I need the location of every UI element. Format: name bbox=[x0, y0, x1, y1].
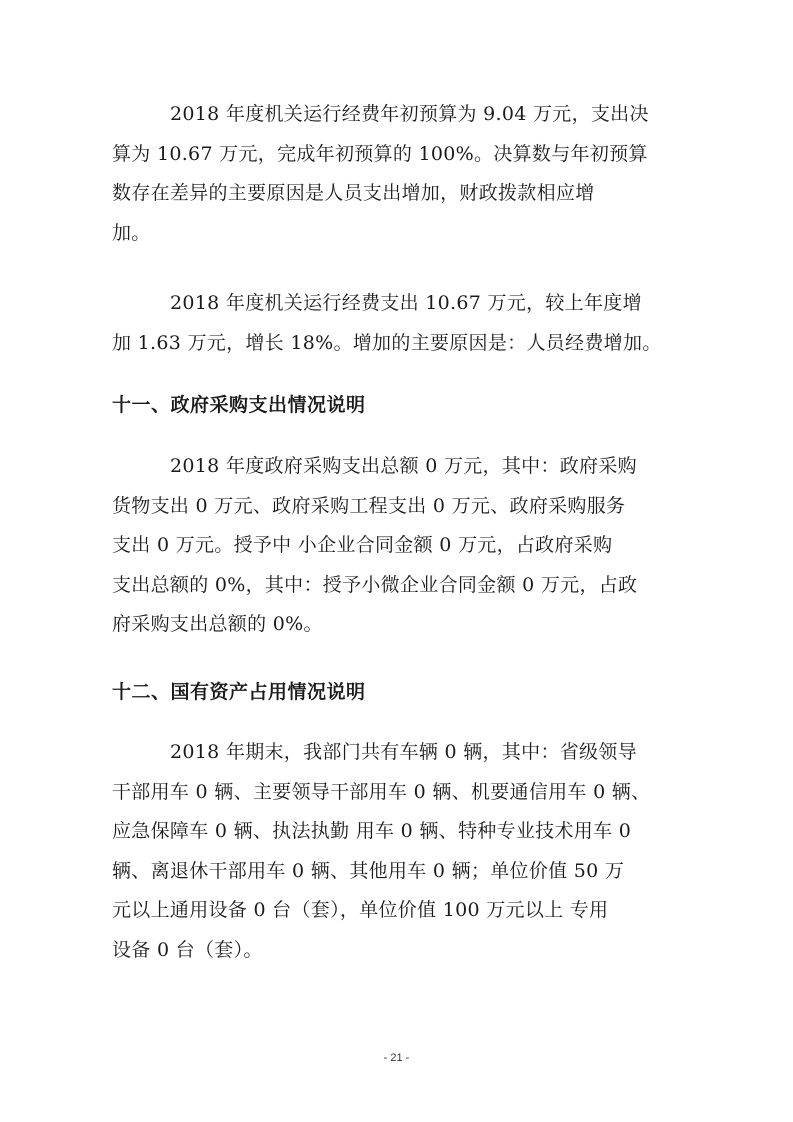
paragraph-line: 支出总额的 0%，其中：授予小微企业合同金额 0 万元，占政 bbox=[112, 573, 638, 596]
section-heading-assets: 十二、国有资产占用情况说明 bbox=[112, 681, 366, 703]
paragraph-line: 设备 0 台（套）。 bbox=[112, 938, 263, 961]
paragraph-line: 应急保障车 0 辆、执法执勤 用车 0 辆、特种专业技术用车 0 bbox=[112, 820, 632, 842]
paragraph-line: 干部用车 0 辆、主要领导干部用车 0 辆、机要通信用车 0 辆、 bbox=[112, 780, 651, 803]
paragraph-line: 府采购支出总额的 0%。 bbox=[112, 613, 323, 635]
paragraph-operating-expense-change bbox=[112, 284, 692, 363]
paragraph-line: 辆、离退休干部用车 0 辆、其他用车 0 辆；单位价值 50 万 bbox=[112, 859, 625, 882]
paragraph-line: 加 1.63 万元，增长 18%。增加的主要原因是：人员经费增加。 bbox=[112, 331, 662, 354]
paragraph-procurement bbox=[112, 447, 692, 645]
paragraph-line: 元以上通用设备 0 台（套），单位价值 100 万元以上 专用 bbox=[112, 899, 609, 921]
paragraph-line: 货物支出 0 万元、政府采购工程支出 0 万元、政府采购服务 bbox=[112, 494, 626, 517]
paragraph-line: 2018 年度机关运行经费支出 10.67 万元，较上年度增 bbox=[170, 292, 642, 314]
paragraph-line: 加。 bbox=[112, 221, 151, 244]
section-heading-procurement: 十一、政府采购支出情况说明 bbox=[112, 394, 366, 416]
paragraph-line: 数存在差异的主要原因是人员支出增加，财政拨款相应增 bbox=[112, 182, 595, 204]
paragraph-operating-budget bbox=[112, 95, 692, 253]
paragraph-assets bbox=[112, 733, 692, 970]
paragraph-line: 支出 0 万元。授予中 小企业合同金额 0 万元，占政府采购 bbox=[112, 534, 613, 556]
paragraph-line: 2018 年度政府采购支出总额 0 万元，其中：政府采购 bbox=[170, 455, 637, 477]
paragraph-line: 算为 10.67 万元，完成年初预算的 100%。决算数与年初预算 bbox=[112, 142, 648, 165]
page-number: - 21 - bbox=[383, 1052, 410, 1064]
paragraph-line: 2018 年度机关运行经费年初预算为 9.04 万元，支出决 bbox=[170, 103, 649, 125]
paragraph-line: 2018 年期末，我部门共有车辆 0 辆，其中：省级领导 bbox=[170, 741, 637, 763]
